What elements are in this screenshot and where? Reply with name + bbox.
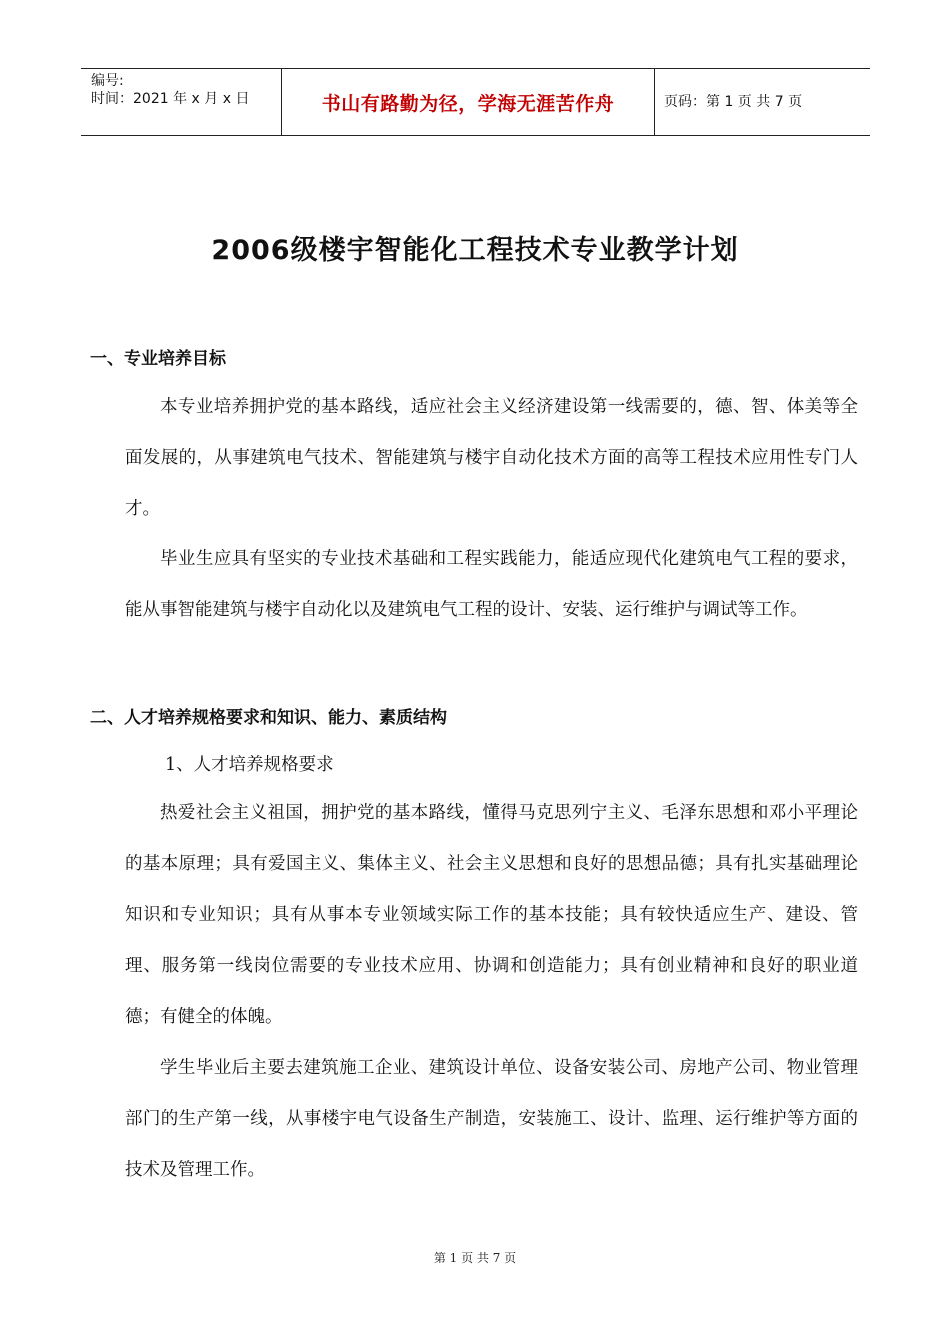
motto: 书山有路勤为径，学海无涯苦作舟 xyxy=(321,92,615,115)
header-meta-cell xyxy=(81,69,281,135)
paragraph-requirements-1: 热爱社会主义祖国，拥护党的基本路线，懂得马克思列宁主义、毛泽东思想和邓小平理论的基本原理；具有爱国主义、集体主义、社会主义思想和良好的思想品德；具有扎实基础理论知识和专业知识；具有从事本专业领域实际工作的基本技能；具有较快适应生产、建设、管理、服务第一线岗位需要的专业技术应用、协调和创造能力；具有创业精神和良好的职业道德；有健全的体魄。 xyxy=(125,803,858,1027)
paragraph-requirements-2: 学生毕业后主要去建筑施工企业、建筑设计单位、设备安装公司、房地产公司、物业管理部门的生产第一线，从事楼宇电气设备生产制造，安装施工、设计、监理、运行维护等方面的技术及管理工作。 xyxy=(125,1058,858,1180)
header-motto-cell xyxy=(281,69,655,135)
section-heading-goals: 一、专业培养目标 xyxy=(90,349,226,369)
section-heading-requirements: 二、人才培养规格要求和知识、能力、素质结构 xyxy=(90,708,447,728)
header-table xyxy=(81,68,870,136)
date-label: 时间：2021 年 x 月 x 日 xyxy=(91,91,250,107)
paragraph-goals-2: 毕业生应具有坚实的专业技术基础和工程实践能力，能适应现代化建筑电气工程的要求，能从事智能建筑与楼宇自动化以及建筑电气工程的设计、安装、运行维护与调试等工作。 xyxy=(125,549,858,620)
header-page-cell xyxy=(655,69,870,135)
subheading-requirements: 1、人才培养规格要求 xyxy=(165,755,334,775)
page-number-label: 页码：第 1 页 共 7 页 xyxy=(664,94,803,110)
page-footer: 第 1 页 共 7 页 xyxy=(433,1251,517,1265)
document-title: 2006级楼宇智能化工程技术专业教学计划 xyxy=(211,235,739,266)
serial-number-label: 编号: xyxy=(91,73,124,89)
paragraph-goals-1: 本专业培养拥护党的基本路线，适应社会主义经济建设第一线需要的，德、智、体美等全面发展的，从事建筑电气技术、智能建筑与楼宇自动化技术方面的高等工程技术应用性专门人才。 xyxy=(125,397,858,519)
